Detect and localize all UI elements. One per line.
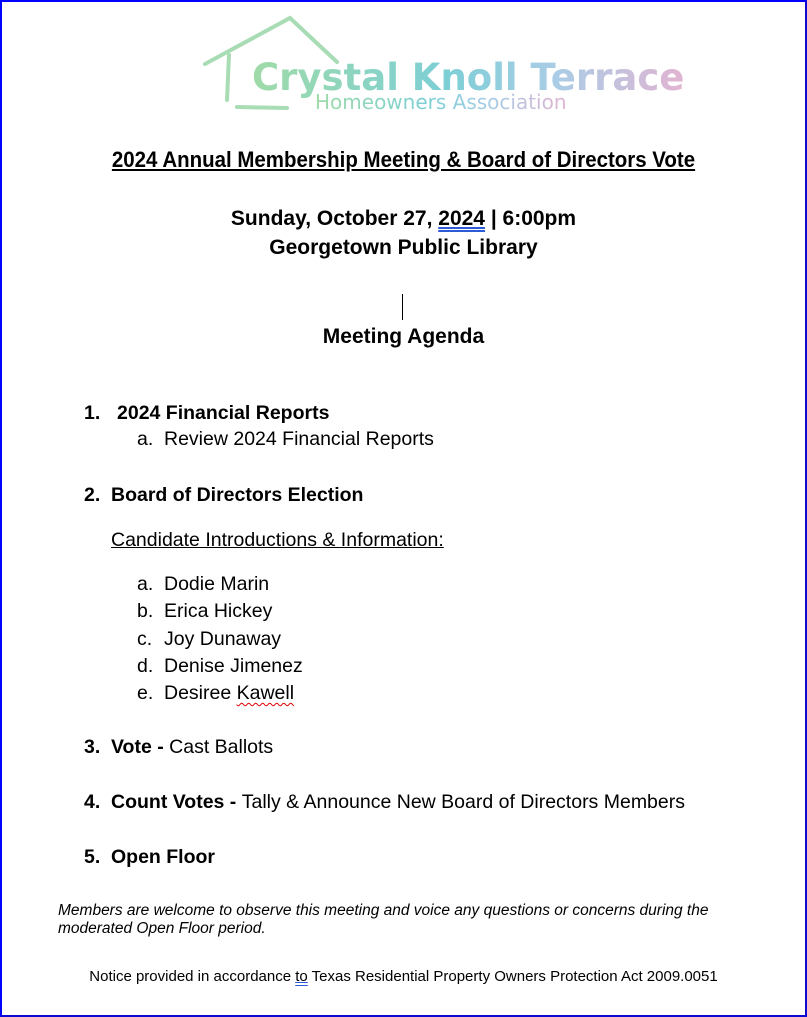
date-year: 2024 [438,207,485,230]
candidate-name: Denise Jimenez [164,655,303,677]
subitem-letter: d. [137,655,154,677]
item-number: 4. [84,791,101,813]
agenda-item-4 [84,791,685,814]
item-label: Open Floor [111,846,215,868]
date-text: Sunday, October 27, [230,207,439,230]
text-cursor [402,294,403,320]
agenda-subitem [137,428,434,451]
candidate-item [137,682,294,705]
item-number: 1. [84,402,101,424]
item-number: 2. [84,484,101,506]
item-number: 3. [84,736,101,758]
logo-name: Crystal Knoll Terrace [252,56,685,99]
agenda-item-1 [84,402,329,425]
subitem-letter: c. [137,628,153,650]
date-time: | 6:00pm [484,207,577,230]
candidate-heading: Candidate Introductions & Information: [111,529,444,551]
candidate-name: Joy Dunaway [164,628,282,650]
subitem-letter: b. [137,600,154,622]
item-label: Board of Directors Election [111,484,364,506]
logo-subtitle: Homeowners Association [315,90,567,114]
notice-text: Texas Residential Property Owners Protection Act 2009.0051 [307,968,718,985]
item-label: Count Votes - [111,791,242,813]
document-title: 2024 Annual Membership Meeting & Board of Directors Vote [111,147,696,172]
attendance-note: Members are welcome to observe this meeting and voice any questions or concerns during the moderated Open Floor period. [58,902,709,937]
candidate-item [137,573,269,596]
agenda-item-3 [84,736,273,759]
candidate-name: Erica Hickey [164,600,273,622]
subitem-letter: a. [137,573,154,595]
item-detail: Cast Ballots [169,736,274,758]
item-detail: Tally & Announce New Board of Directors Members [241,791,685,813]
item-label: Vote - [111,736,170,758]
item-number: 5. [84,846,101,868]
agenda-item-5 [84,846,215,869]
candidate-item [137,628,281,651]
candidate-item [137,655,303,678]
notice-text: Notice provided in accordance [89,968,296,985]
candidate-item [137,600,272,623]
subitem-letter: a. [137,428,154,450]
legal-notice [2,968,805,985]
meeting-date [2,207,805,231]
item-label: 2024 Financial Reports [117,402,330,424]
grammar-flagged-word[interactable]: to [295,968,308,985]
meeting-venue: Georgetown Public Library [269,236,538,259]
candidate-name: Desiree [164,682,237,704]
candidate-name: Dodie Marin [164,573,270,595]
agenda-title: Meeting Agenda [322,325,485,348]
subitem-letter: e. [137,682,154,704]
agenda-item-2 [84,484,363,507]
hoa-logo [197,12,685,117]
subitem-text: Review 2024 Financial Reports [164,428,434,450]
spellcheck-flagged-word[interactable]: Kawell [236,682,295,704]
